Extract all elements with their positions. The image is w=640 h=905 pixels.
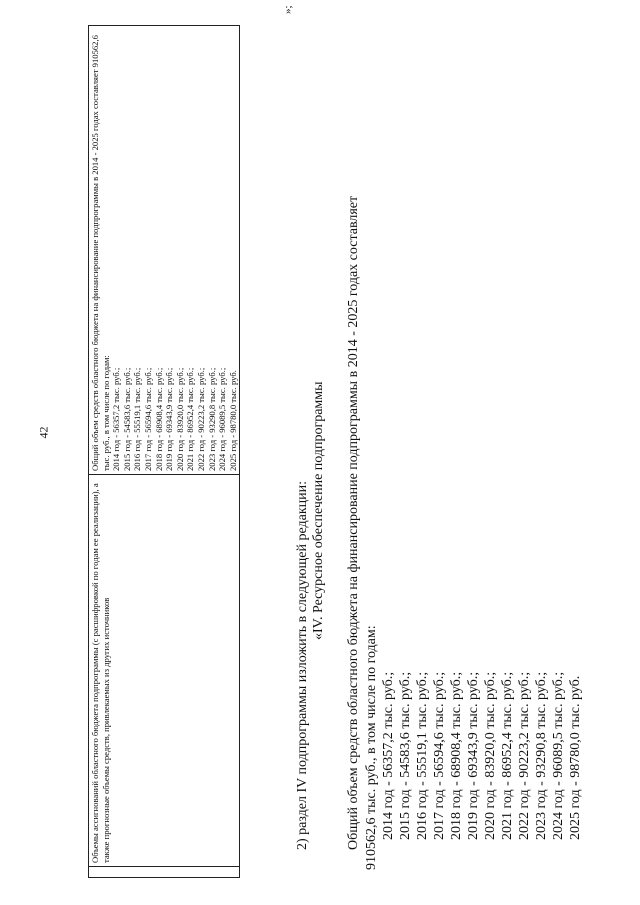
table-year-list xyxy=(111,29,238,471)
list-item: 2022 год - 90223,2 тыс. руб.; xyxy=(517,671,532,840)
year-list xyxy=(380,672,584,840)
paragraph-2: 2) раздел IV подпрограммы изложить в следующей редакции: xyxy=(295,480,310,850)
list-item: 2018 год - 68908,4 тыс. руб.; xyxy=(153,367,164,471)
closing-quote: »; xyxy=(282,5,294,14)
list-item: 2019 год - 69343,9 тыс. руб.; xyxy=(164,367,175,471)
list-item: 2019 год - 69343,9 тыс. руб.; xyxy=(466,671,481,840)
list-item: 2022 год - 90223,2 тыс. руб.; xyxy=(195,367,206,471)
funding-table xyxy=(88,25,240,878)
table-empty-cell xyxy=(89,867,240,878)
list-item: 2020 год - 83920,0 тыс. руб.; xyxy=(174,367,185,471)
page-number: 42 xyxy=(36,426,51,439)
body-line-1: Общий объем средств областного бюджета на финансирование подпрограммы в 2014 - 2025 годах составляет xyxy=(346,195,361,850)
list-item: 2025 год - 98780,0 тыс. руб. xyxy=(227,370,238,471)
list-item: 2017 год - 56594,6 тыс. руб.; xyxy=(142,367,153,471)
rotated-content xyxy=(70,5,583,870)
list-item: 2021 год - 86952,4 тыс. руб.; xyxy=(185,367,196,471)
list-item: 2018 год - 68908,4 тыс. руб.; xyxy=(449,671,464,840)
table-content-intro: Общий объем средств областного бюджета на финансирование подпрограммы в 2014 - 2025 годах составляет 910562,6 тыс. руб., в том числе по годам: xyxy=(90,35,111,471)
list-item: 2024 год - 96089,5 тыс. руб.; xyxy=(217,367,228,471)
list-item: 2016 год - 55519,1 тыс. руб.; xyxy=(132,367,143,471)
list-item: 2023 год - 93290,8 тыс. руб.; xyxy=(534,671,549,840)
list-item: 2021 год - 86952,4 тыс. руб.; xyxy=(500,671,515,840)
table-row-label: Объемы ассигнований областного бюджета подпрограммы (с расшифровкой по годам ее реализации), а также прогнозные объемы средств, привлекаемых из других источников xyxy=(89,475,240,867)
list-item: 2014 год - 56357,2 тыс. руб.; xyxy=(381,671,396,840)
list-item: 2024 год - 96089,5 тыс. руб.; xyxy=(551,671,566,840)
body-line-2: 910562,6 тыс. руб., в том числе по годам: xyxy=(364,625,379,870)
list-item: 2025 год - 98780,0 тыс. руб. xyxy=(568,675,583,840)
table-row-content xyxy=(89,26,240,475)
table-row xyxy=(89,26,240,878)
list-item: 2016 год - 55519,1 тыс. руб.; xyxy=(415,671,430,840)
section-heading: «IV. Ресурсное обеспечение подпрограммы xyxy=(311,381,326,640)
list-item: 2014 год - 56357,2 тыс. руб.; xyxy=(111,367,122,471)
list-item: 2023 год - 93290,8 тыс. руб.; xyxy=(206,367,217,471)
list-item: 2015 год - 54583,6 тыс. руб.; xyxy=(398,671,413,840)
list-item: 2020 год - 83920,0 тыс. руб.; xyxy=(483,671,498,840)
list-item: 2017 год - 56594,6 тыс. руб.; xyxy=(432,671,447,840)
list-item: 2015 год - 54583,6 тыс. руб.; xyxy=(121,367,132,471)
